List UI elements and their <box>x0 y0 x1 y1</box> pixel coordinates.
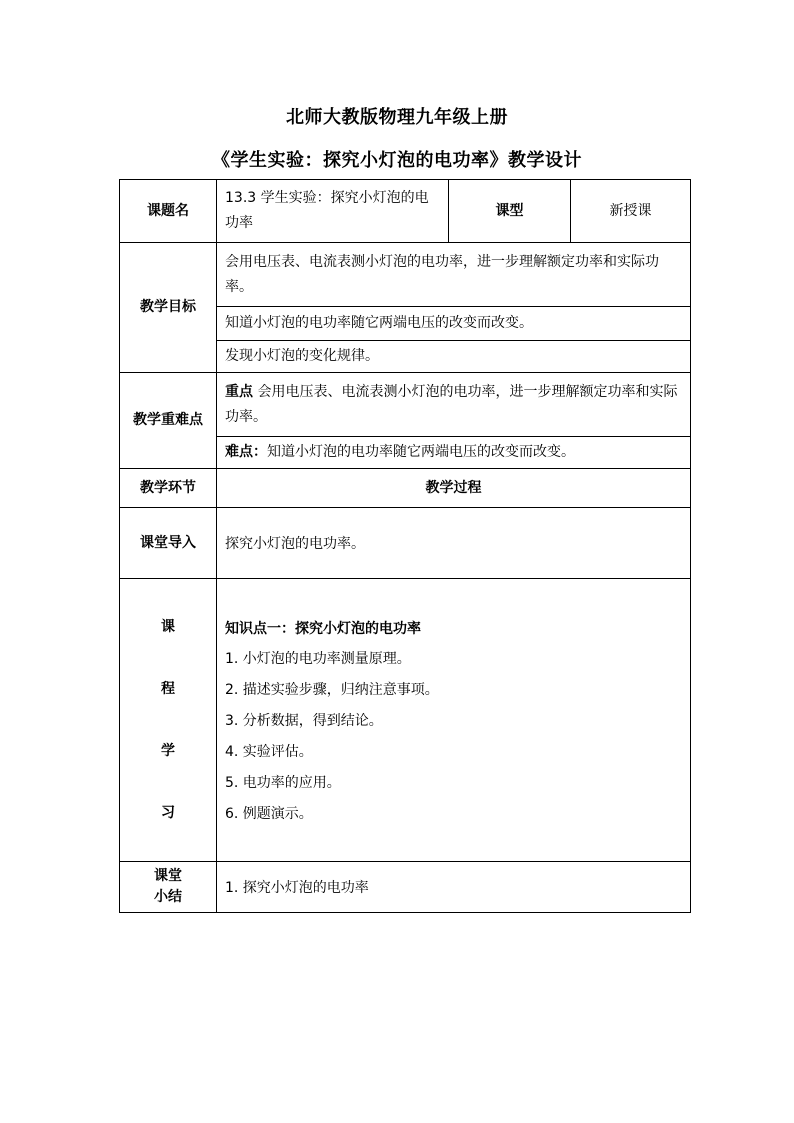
type-label: 课型 <box>449 180 571 243</box>
process-header: 教学过程 <box>217 469 691 508</box>
table-row <box>120 180 691 243</box>
summary-label <box>120 862 217 913</box>
key-label: 重点 <box>225 383 253 400</box>
list-item: 5. 电功率的应用。 <box>225 775 341 791</box>
difficulty-label: 难点： <box>225 444 267 460</box>
stage-header: 教学环节 <box>120 469 217 508</box>
course-char: 课 <box>161 619 175 635</box>
table-row <box>120 373 691 437</box>
course-char: 程 <box>161 681 175 697</box>
summary-label-line: 课堂 <box>154 868 182 884</box>
list-item: 2. 描述实验步骤，归纳注意事项。 <box>225 682 439 698</box>
course-study-label <box>120 579 217 862</box>
course-content <box>217 579 691 862</box>
list-item: 4. 实验评估。 <box>225 744 313 760</box>
goal-item: 会用电压表、电流表测小灯泡的电功率，进一步理解额定功率和实际功率。 <box>217 243 691 307</box>
document-title: 北师大教版物理九年级上册 <box>286 107 508 128</box>
summary-text: 1. 探究小灯泡的电功率 <box>217 862 691 913</box>
difficulty-cell <box>217 437 691 469</box>
topic-value: 13.3 学生实验：探究小灯泡的电功率 <box>217 180 449 243</box>
table-row <box>120 862 691 913</box>
course-char: 习 <box>161 805 175 821</box>
summary-label-line: 小结 <box>154 889 182 905</box>
table-row <box>120 508 691 579</box>
document-subtitle: 《学生实验：探究小灯泡的电功率》教学设计 <box>212 150 582 171</box>
lesson-plan-table <box>119 179 691 913</box>
table-row <box>120 579 691 862</box>
goal-item: 发现小灯泡的变化规律。 <box>217 341 691 373</box>
knowledge-point-title: 知识点一：探究小灯泡的电功率 <box>225 621 421 637</box>
table-row <box>120 469 691 508</box>
key-point-cell <box>217 373 691 437</box>
topic-label: 课题名 <box>120 180 217 243</box>
intro-label: 课堂导入 <box>120 508 217 579</box>
keypoints-label: 教学重难点 <box>120 373 217 469</box>
difficulty-text: 知道小灯泡的电功率随它两端电压的改变而改变。 <box>267 444 575 460</box>
course-char: 学 <box>161 743 175 759</box>
list-item: 3. 分析数据，得到结论。 <box>225 713 383 729</box>
goal-item: 知道小灯泡的电功率随它两端电压的改变而改变。 <box>217 307 691 341</box>
list-item: 6. 例题演示。 <box>225 806 313 822</box>
goals-label: 教学目标 <box>120 243 217 373</box>
table-row <box>120 243 691 307</box>
type-value: 新授课 <box>571 180 691 243</box>
list-item: 1. 小灯泡的电功率测量原理。 <box>225 651 411 667</box>
key-text: 会用电压表、电流表测小灯泡的电功率，进一步理解额定功率和实际功率。 <box>225 383 678 425</box>
intro-text: 探究小灯泡的电功率。 <box>217 508 691 579</box>
